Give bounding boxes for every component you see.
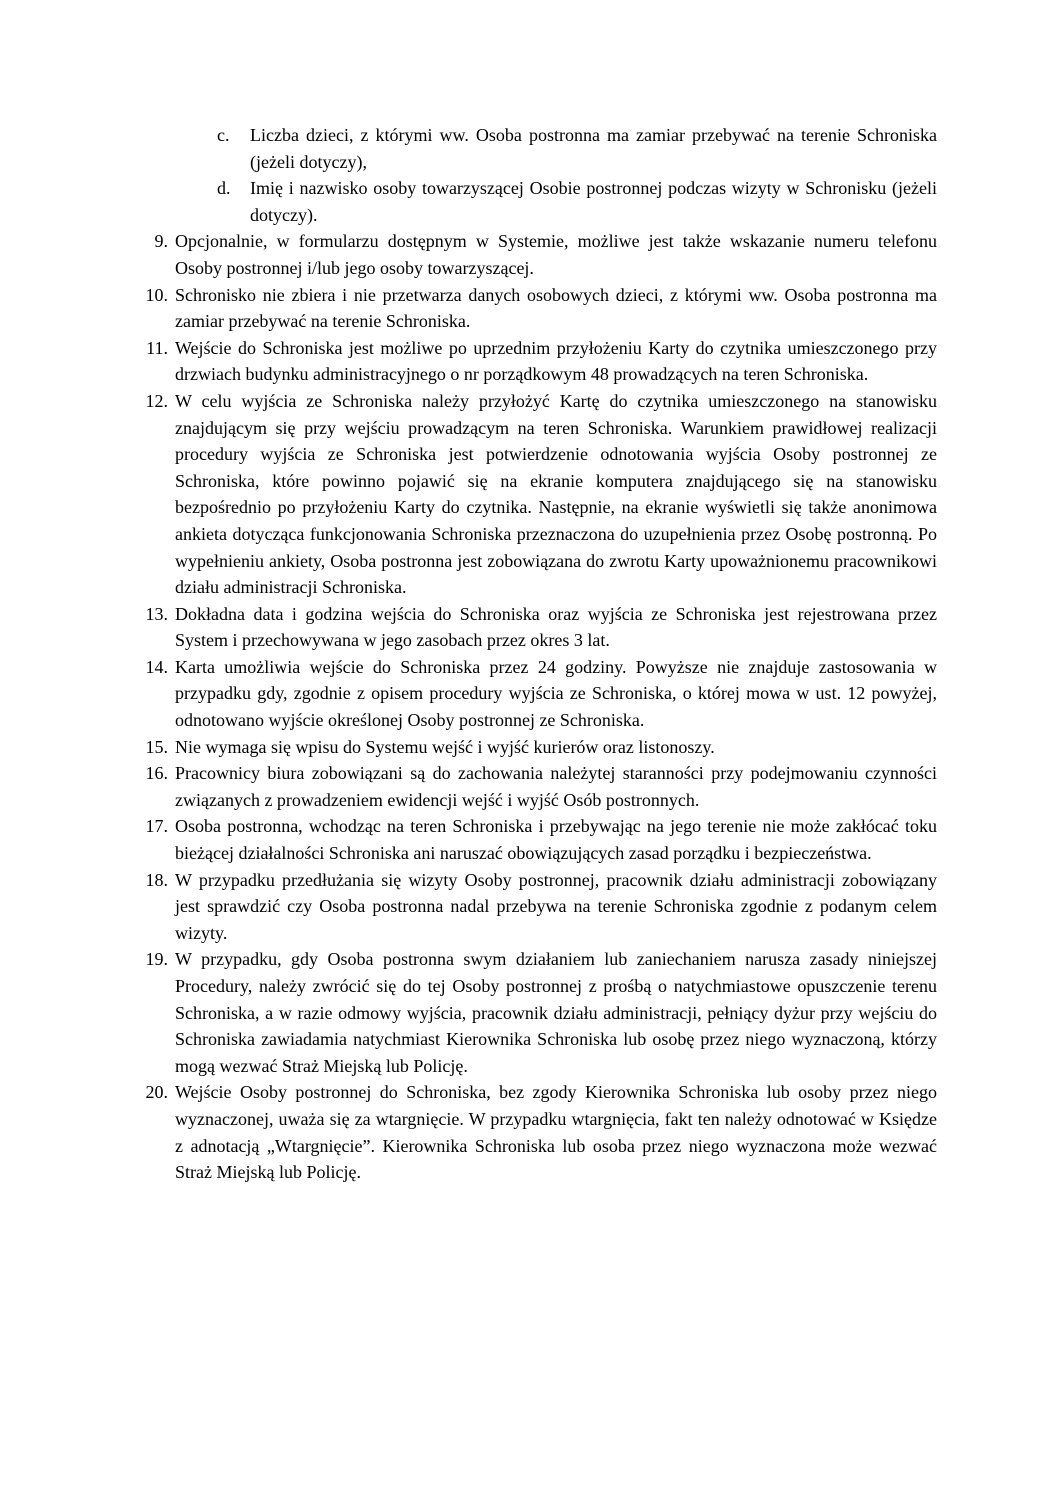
document-list — [145, 122, 937, 1186]
list-item-text: Karta umożliwia wejście do Schroniska przez 24 godziny. Powyższe nie znajduje zastosowania w przypadku gdy, zgodnie z opisem procedury wyjścia ze Schroniska, o której mowa w ust. 12 powyżej, odnotowano wyjście określonej Osoby postronnej ze Schroniska. — [175, 656, 937, 731]
list-item-marker: 18. — [145, 869, 168, 890]
list-item-marker: d. — [217, 178, 231, 199]
list-item — [145, 228, 937, 281]
list-item-text: W przypadku, gdy Osoba postronna swym działaniem lub zaniechaniem narusza zasady niniejszej Procedury, należy zwrócić się do tej Osoby postronnej z prośbą o natychmiastowe opuszczenie terenu Schroniska, a w razie odmowy wyjścia, pracownik działu administracji, pełniący dyżur przy wejściu do Schroniska zawiadamia natychmiast Kierownika Schroniska lub osobę przez niego wyznaczoną, którzy mogą wezwać Straż Miejską lub Policję. — [175, 949, 937, 1076]
list-item-marker: 12. — [145, 390, 168, 411]
list-item-marker: c. — [217, 125, 230, 145]
list-item — [145, 867, 937, 947]
list-item — [217, 122, 937, 175]
list-item-marker: 13. — [145, 603, 168, 624]
list-item-text: Wejście do Schroniska jest możliwe po uprzednim przyłożeniu Karty do czytnika umieszczonego przy drzwiach budynku administracyjnego o nr porządkowym 48 prowadzących na teren Schroniska. — [175, 337, 937, 385]
list-item-marker: 15. — [145, 736, 168, 757]
list-item-marker: 10. — [145, 284, 168, 305]
list-item — [145, 813, 937, 866]
list-item — [145, 601, 937, 654]
list-item — [145, 282, 937, 335]
list-item — [145, 734, 937, 761]
list-item — [145, 654, 937, 734]
list-item-marker: 20. — [145, 1082, 168, 1103]
list-item — [217, 175, 937, 228]
list-item — [145, 1079, 937, 1185]
list-item — [145, 335, 937, 388]
list-item-marker: 17. — [145, 816, 168, 837]
list-item-text: Liczba dzieci, z którymi ww. Osoba postronna ma zamiar przebywać na terenie Schroniska (jeżeli dotyczy), — [250, 125, 937, 172]
list-item — [145, 760, 937, 813]
list-item — [145, 946, 937, 1079]
list-item-text: W przypadku przedłużania się wizyty Osoby postronnej, pracownik działu administracji zobowiązany jest sprawdzić czy Osoba postronna nadal przebywa na terenie Schroniska zgodnie z podanym celem wizyty. — [175, 869, 937, 943]
list-item-text: Schronisko nie zbiera i nie przetwarza danych osobowych dzieci, z którymi ww. Osoba postronna ma zamiar przebywać na terenie Schroniska. — [175, 284, 937, 332]
list-item-text: Nie wymaga się wpisu do Systemu wejść i wyjść kurierów oraz listonoszy. — [175, 736, 715, 757]
list-item-text: Wejście Osoby postronnej do Schroniska, bez zgody Kierownika Schroniska lub osoby przez niego wyznaczonej, uważa się za wtargnięcie. W przypadku wtargnięcia, fakt ten należy odnotować w Księdze z adnotacją „Wtargnięcie”. Kierownika Schroniska lub osoba przez niego wyznaczona może wezwać Straż Miejską lub Policję. — [175, 1082, 937, 1183]
list-item-text: W celu wyjścia ze Schroniska należy przyłożyć Kartę do czytnika umieszczonego na stanowisku znajdującym się przy wejściu prowadzącym na teren Schroniska. Warunkiem prawidłowej realizacji procedury wyjścia ze Schroniska jest potwierdzenie odnotowania wyjścia Osoby postronnej ze Schroniska, które powinno pojawić się na ekranie komputera znajdującego się na stanowisku bezpośrednio po przyłożeniu Karty do czytnika. Następnie, na ekranie wyświetli się także anonimowa ankieta dotycząca funkcjonowania Schroniska przeznaczona do uzupełnienia przez Osobę postronną. Po wypełnieniu ankiety, Osoba postronna jest zobowiązana do zwrotu Karty upoważnionemu pracownikowi działu administracji Schroniska. — [175, 390, 937, 598]
list-item-marker: 11. — [146, 337, 168, 358]
list-item-marker: 9. — [154, 231, 168, 252]
list-item-text: Opcjonalnie, w formularzu dostępnym w Systemie, możliwe jest także wskazanie numeru telefonu Osoby postronnej i/lub jego osoby towarzyszącej. — [175, 231, 937, 278]
list-item-marker: 19. — [145, 949, 168, 970]
list-item-marker: 14. — [145, 656, 168, 677]
list-item-text: Osoba postronna, wchodząc na teren Schroniska i przebywając na jego terenie nie może zakłócać toku bieżącej działalności Schroniska ani naruszać obowiązujących zasad porządku i bezpieczeństwa. — [175, 816, 937, 864]
list-item-marker: 16. — [145, 763, 168, 784]
list-item-text: Dokładna data i godzina wejścia do Schroniska oraz wyjścia ze Schroniska jest rejestrowana przez System i przechowywana w jego zasobach przez okres 3 lat. — [175, 603, 937, 651]
list-item-text: Imię i nazwisko osoby towarzyszącej Osobie postronnej podczas wizyty w Schronisku (jeżeli dotyczy). — [250, 178, 937, 225]
list-item-text: Pracownicy biura zobowiązani są do zachowania należytej staranności przy podejmowaniu czynności związanych z prowadzeniem ewidencji wejść i wyjść Osób postronnych. — [175, 763, 937, 810]
list-item — [145, 388, 937, 601]
